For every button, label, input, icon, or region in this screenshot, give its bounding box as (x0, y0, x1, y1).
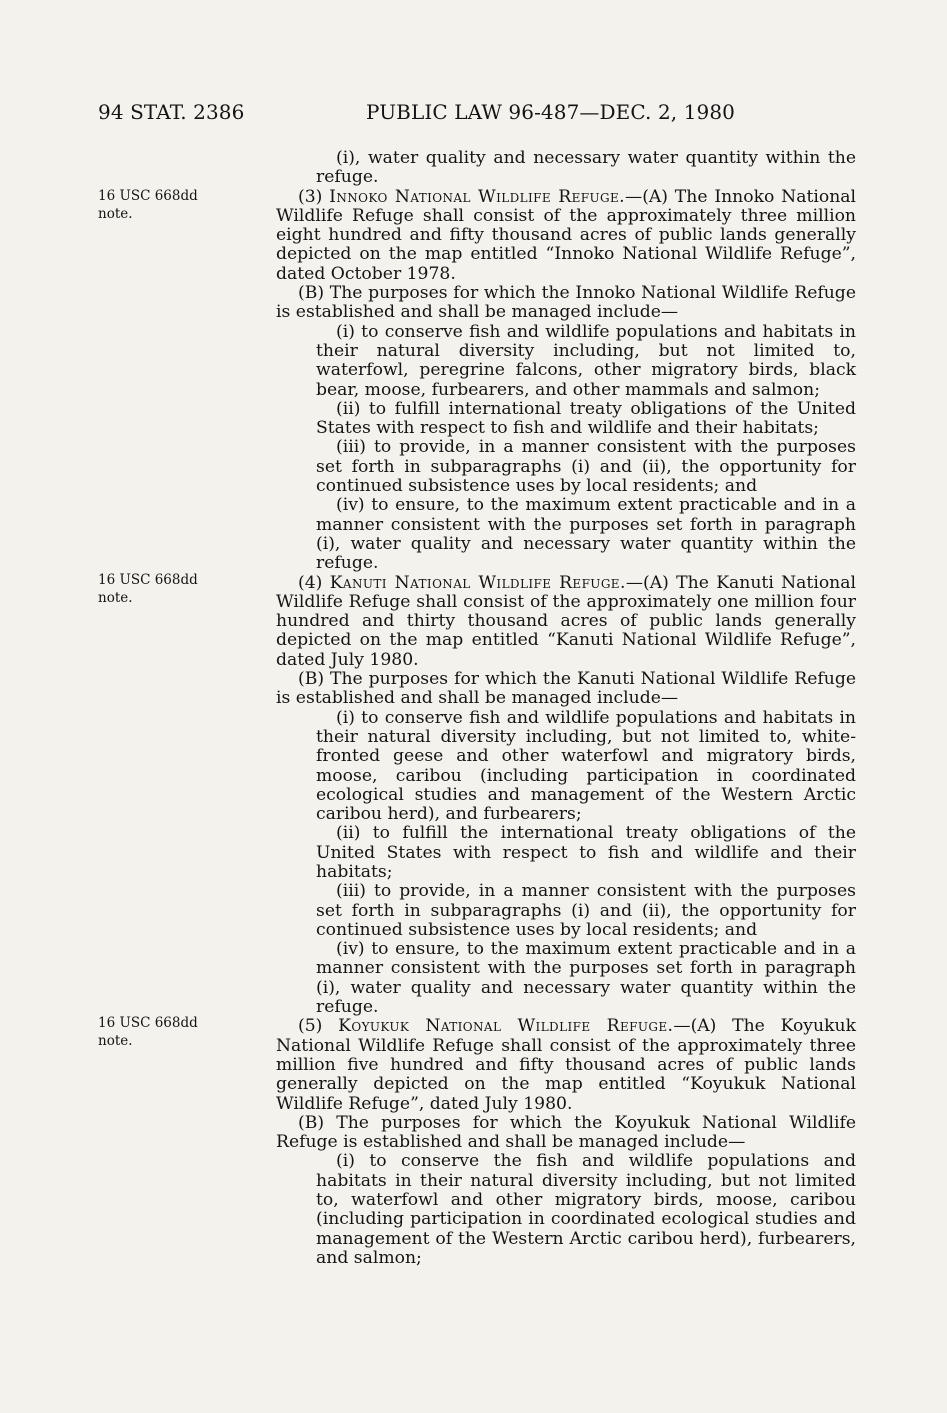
section-number: (3) (298, 186, 323, 207)
clause-paragraph: (i) to conserve fish and wildlife populations and habitats in their natural diversity including, but not limited to, waterfowl, peregrine falcons, other migratory birds, black bear, moose, furbearers, and other mammals and salmon; (316, 321, 856, 400)
subparagraph: (B) The purposes for which the Innoko National Wildlife Refuge is established and shall be managed include— (276, 283, 856, 323)
statute-body (276, 149, 856, 1268)
clause-paragraph: (iii) to provide, in a manner consistent with the purposes set forth in subparagraphs (i) and (ii), the opportunity for continued subsistence uses by local residents; and (316, 437, 856, 497)
clause-paragraph: (i) to conserve fish and wildlife populations and habitats in their natural diversity including, but not limited to, white-fronted geese and other waterfowl and migratory birds, moose, caribou (including participation in coordinated ecological studies and management of the Western Arctic caribou herd), and furbearers; (316, 707, 856, 825)
page-header (98, 100, 858, 132)
margin-note-label: note. (98, 206, 133, 222)
law-title: PUBLIC LAW 96-487—DEC. 2, 1980 (366, 100, 735, 124)
clause-paragraph: (iii) to provide, in a manner consistent with the purposes set forth in subparagraphs (i) and (ii), the opportunity for continued subsistence uses by local residents; and (316, 881, 856, 940)
section-number: (5) (298, 1016, 323, 1037)
section-text: —(A) The Koyukuk National Wildlife Refuge shall consist of the approximately three million five hundred and fifty thousand acres of public lands generally depicted on the map entitled “Koyukuk National Wildlife Refuge”, dated July 1980. (276, 1016, 856, 1114)
section-kanuti (276, 574, 856, 670)
margin-note-citation: 16 USC 668dd (98, 572, 198, 588)
clause-paragraph: (ii) to fulfill international treaty obligations of the United States with respect to fish and wildlife and their habitats; (316, 398, 856, 439)
clause-paragraph: (iv) to ensure, to the maximum extent practicable and in a manner consistent with the purposes set forth in paragraph (i), water quality and necessary water quantity within the refuge. (316, 939, 856, 1018)
subparagraph: (B) The purposes for which the Kanuti National Wildlife Refuge is established and shall be managed include— (276, 669, 856, 709)
section-heading: Innoko National Wildlife Refuge. (329, 186, 625, 207)
margin-note-kanuti (98, 571, 218, 607)
section-koyukuk (276, 1017, 856, 1113)
section-innoko (276, 188, 856, 284)
clause-paragraph: (ii) to fulfill the international treaty obligations of the United States with respect to fish and wildlife and their habitats; (316, 823, 856, 882)
margin-note-innoko (98, 187, 218, 223)
subparagraph: (B) The purposes for which the Koyukuk National Wildlife Refuge is established and shall be managed include— (276, 1112, 856, 1153)
margin-note-citation: 16 USC 668dd (98, 1015, 198, 1031)
margin-note-label: note. (98, 1033, 133, 1049)
clause-paragraph: (iv) to ensure, to the maximum extent practicable and in a manner consistent with the purposes set forth in paragraph (i), water quality and necessary water quantity within the refuge. (316, 495, 856, 574)
section-text: —(A) The Kanuti National Wildlife Refuge shall consist of the approximately one million four hundred and thirty thousand acres of public lands generally depicted on the map entitled “Kanuti National Wildlife Refuge”, dated July 1980. (276, 572, 856, 670)
section-text: —(A) The Innoko National Wildlife Refuge shall consist of the approximately three million eight hundred and fifty thousand acres of public lands generally depicted on the map entitled “Innoko National Wildlife Refuge”, dated October 1978. (276, 186, 857, 284)
clause-paragraph: (i), water quality and necessary water quantity within the refuge. (316, 148, 856, 188)
margin-note-koyukuk (98, 1014, 218, 1050)
margin-note-citation: 16 USC 668dd (98, 188, 198, 204)
section-heading: Kanuti National Wildlife Refuge. (329, 572, 626, 593)
margin-note-label: note. (98, 590, 133, 606)
clause-paragraph: (i) to conserve the fish and wildlife populations and habitats in their natural diversity including, but not limited to, waterfowl and other migratory birds, moose, caribou (including participation in coordinated ecological studies and management of the Western Arctic caribou herd), furbearers, and salmon; (316, 1151, 856, 1268)
section-heading: Koyukuk National Wildlife Refuge. (338, 1016, 674, 1037)
section-number: (4) (298, 572, 323, 593)
page-number: 94 STAT. 2386 (98, 100, 245, 124)
